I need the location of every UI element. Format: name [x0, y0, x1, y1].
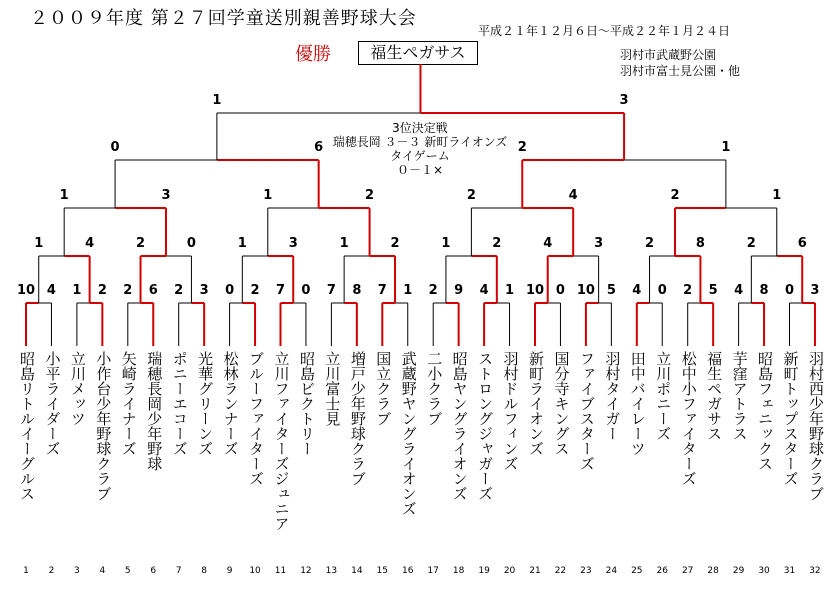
team-number: 1 [23, 566, 29, 576]
third-place-tiebreak-score: ０－１× [396, 163, 444, 177]
team-name: 立川メッツ [68, 351, 87, 426]
page-title: ２００９年度 第２７回学童送別親善野球大会 [30, 8, 417, 29]
score-label: 1 [263, 188, 273, 203]
score-label: 4 [543, 236, 553, 251]
team-number: 9 [226, 566, 233, 576]
third-place-match [300, 121, 540, 177]
score-label: 2 [517, 140, 527, 155]
team-number: 24 [605, 566, 618, 576]
score-label: 2 [746, 236, 756, 251]
team-name: 新町ライオンズ [527, 351, 545, 456]
score-label: 5 [606, 283, 616, 298]
score-label: 2 [365, 188, 375, 203]
third-place-title: 3位決定戦 [392, 121, 448, 135]
score-label: 7 [377, 283, 387, 298]
team-name: 光華グリーンズ [196, 351, 215, 456]
team-name: 松林ランナーズ [221, 351, 240, 456]
score-label: 3 [161, 188, 171, 203]
team-number: 7 [175, 566, 182, 576]
score-label: 0 [555, 283, 565, 298]
score-label: 0 [186, 236, 196, 251]
score-label: 1 [237, 236, 247, 251]
score-label: 2 [123, 283, 133, 298]
score-label: 2 [135, 236, 146, 251]
score-label: 0 [110, 140, 120, 155]
score-label: 7 [326, 283, 336, 298]
team-name: 国分寺キングス [552, 351, 571, 456]
team-name: 立川ポニーズ [654, 351, 673, 441]
score-label: 8 [352, 283, 362, 298]
score-label: 4 [479, 283, 489, 298]
team-number: 11 [274, 566, 287, 576]
team-name: 羽村西少年野球クラブ [806, 351, 825, 501]
team-name: 小作台少年野球クラブ [94, 351, 113, 501]
score-label: 3 [619, 93, 629, 108]
team-number: 19 [478, 566, 490, 576]
third-place-result: 瑞穂長岡 ３－３ 新町ライオンズ [332, 135, 508, 149]
team-name: 福生ペガサス [705, 351, 724, 441]
score-label: 4 [46, 283, 56, 298]
team-name: 増戸少年野球クラブ [348, 351, 367, 486]
team-number: 20 [503, 566, 516, 576]
third-place-tiebreak-label: タイゲーム [390, 149, 450, 163]
team-number: 21 [529, 566, 541, 576]
score-label: 0 [784, 283, 795, 298]
score-label: 4 [734, 283, 744, 298]
team-name: ファイブスターズ [577, 351, 596, 471]
score-label: 8 [759, 283, 769, 298]
team-number: 12 [300, 566, 312, 576]
team-number: 28 [707, 566, 719, 576]
team-name: 小平ライダーズ [43, 351, 62, 456]
score-label: 4 [632, 283, 642, 298]
score-label: 6 [314, 140, 324, 155]
team-number: 29 [732, 566, 745, 576]
team-name: ポニーエコーズ [170, 351, 189, 456]
score-label: 3 [810, 283, 820, 298]
team-name: 瑞穂長岡少年野球 [145, 351, 164, 471]
team-name: 新町トップスターズ [781, 351, 800, 486]
tournament-dates: 平成２１年１２月６日～平成２２年１月２４日 [478, 24, 731, 38]
venue-line: 羽村市富士見公園・他 [620, 64, 741, 78]
team-name: 羽村タイガー [603, 351, 622, 441]
team-number: 15 [376, 566, 389, 576]
score-label: 10 [525, 283, 545, 298]
score-label: 8 [695, 236, 705, 251]
score-label: 1 [212, 93, 222, 108]
score-label: 2 [670, 188, 680, 203]
team-number: 16 [402, 566, 414, 576]
score-label: 1 [505, 283, 515, 298]
team-name: 羽村ドルフィンズ [501, 351, 520, 471]
score-label: 1 [721, 140, 731, 155]
score-label: 2 [390, 236, 400, 251]
team-name: 立川富士見 [323, 351, 342, 426]
score-label: 2 [97, 283, 107, 298]
team-number: 17 [427, 566, 439, 576]
team-number: 4 [99, 566, 106, 576]
score-label: 2 [466, 188, 476, 203]
team-name: 武蔵野ヤングライオンズ [399, 351, 418, 516]
team-name: 昭島ヤングライオンズ [450, 351, 469, 501]
team-number: 14 [351, 566, 363, 576]
score-label: 6 [148, 283, 158, 298]
score-label: 1 [72, 283, 82, 298]
team-number: 22 [554, 566, 567, 576]
score-label: 1 [59, 188, 69, 203]
team-number: 6 [150, 566, 157, 576]
team-name: ストロングジャガーズ [476, 351, 495, 501]
score-label: 0 [225, 283, 235, 298]
team-number: 23 [580, 566, 592, 576]
team-name: 国立クラブ [374, 351, 393, 426]
team-number: 27 [681, 566, 694, 576]
team-name: ブルーファイターズ [247, 351, 266, 486]
team-name: 昭島リトルイーグルス [18, 351, 36, 501]
team-number: 2 [48, 566, 55, 576]
score-label: 2 [644, 236, 655, 251]
score-label: 4 [85, 236, 95, 251]
score-label: 1 [34, 236, 44, 251]
score-label: 3 [288, 236, 298, 251]
team-number: 32 [809, 566, 821, 576]
team-number: 13 [325, 566, 338, 576]
score-label: 7 [275, 283, 286, 298]
score-label: 4 [568, 188, 578, 203]
score-label: 3 [199, 283, 209, 298]
team-name: 矢崎ライナーズ [119, 351, 138, 456]
score-label: 0 [301, 283, 311, 298]
score-label: 2 [492, 236, 502, 251]
score-label: 1 [339, 236, 349, 251]
team-name: 芋窪アトラス [730, 351, 749, 441]
score-label: 2 [250, 283, 260, 298]
score-label: 2 [174, 283, 184, 298]
score-label: 3 [594, 236, 604, 251]
team-name: 田中バイレーツ [628, 351, 647, 456]
team-name: 昭島フェニックス [756, 351, 775, 471]
score-label: 5 [708, 283, 718, 298]
team-number: 10 [249, 566, 261, 576]
score-label: 2 [428, 283, 438, 298]
score-label: 1 [403, 283, 413, 298]
score-label: 9 [454, 283, 464, 298]
team-number: 25 [631, 566, 643, 576]
team-number: 31 [783, 566, 796, 576]
score-label: 1 [441, 236, 451, 251]
score-label: 10 [16, 283, 36, 298]
team-name: 松中小ファイターズ [679, 351, 698, 486]
team-number: 8 [201, 566, 208, 576]
venue-line: 羽村市武蔵野公園 [620, 48, 717, 62]
score-label: 10 [576, 283, 595, 298]
team-number: 30 [758, 566, 770, 576]
champion-label: 優勝 [295, 44, 331, 65]
score-label: 1 [772, 188, 782, 203]
team-number: 18 [452, 566, 465, 576]
team-name: 二小クラブ [425, 351, 444, 426]
team-number: 26 [656, 566, 668, 576]
team-name: 昭島ビクトリー [297, 351, 316, 456]
score-label: 6 [797, 236, 807, 251]
score-label: 0 [657, 283, 667, 298]
team-number: 3 [74, 566, 80, 576]
champion-team: 福生ペガサス [358, 41, 478, 65]
team-name: 立川ファイターズジュニア [272, 351, 291, 531]
team-number: 5 [124, 566, 131, 576]
score-label: 2 [683, 283, 693, 298]
